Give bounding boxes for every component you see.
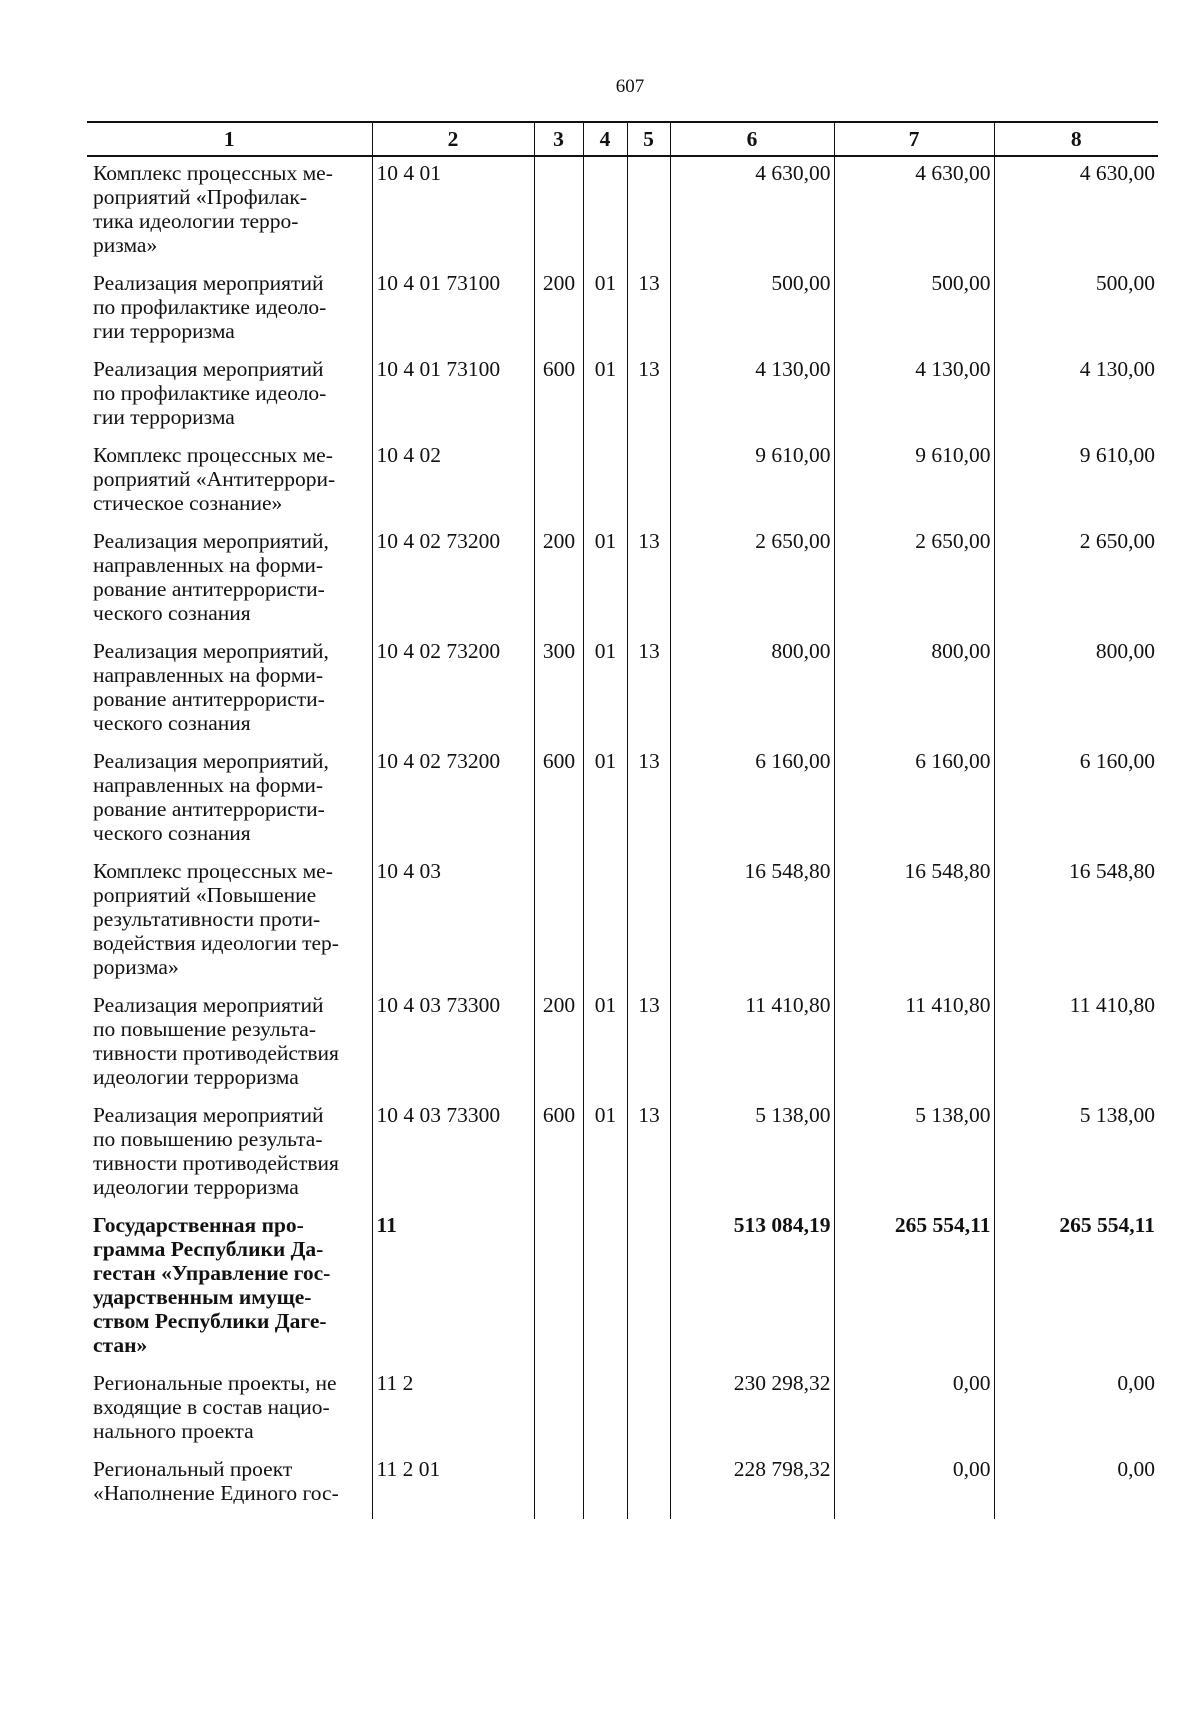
- row-code-cell: 11 2 01: [372, 1453, 534, 1519]
- row-col5-cell: [627, 1209, 670, 1367]
- row-col6-value: 500,00: [670, 267, 834, 353]
- row-code-cell: 10 4 03 73300: [372, 989, 534, 1099]
- row-col3-cell: [534, 156, 583, 267]
- row-col8-value: 4 630,00: [994, 156, 1158, 267]
- row-name-cell: Комплекс процессных ме- роприятий «Антитеррори- стическое сознание»: [93, 443, 336, 515]
- row-col4-cell: 01: [583, 1099, 627, 1209]
- budget-table: [87, 121, 1158, 1519]
- row-col8-value: 11 410,80: [994, 989, 1158, 1099]
- header-cell: 5: [627, 122, 670, 156]
- table-row: [87, 989, 1158, 1099]
- table-row: [87, 855, 1158, 989]
- row-col7-value: 11 410,80: [834, 989, 994, 1099]
- row-col5-cell: 13: [627, 1099, 670, 1209]
- row-name-cell: Комплекс процессных ме- роприятий «Повышение результативности проти- водействия идеологии тер- роризма»: [93, 859, 339, 979]
- row-name-cell: Региональный проект «Наполнение Единого гос-: [93, 1457, 339, 1505]
- row-col6-value: 2 650,00: [670, 525, 834, 635]
- row-col7-value: 4 630,00: [834, 156, 994, 267]
- table-row: [87, 1367, 1158, 1453]
- row-col7-value: 9 610,00: [834, 439, 994, 525]
- row-name-cell: Реализация мероприятий по профилактике идеоло- гии терроризма: [93, 271, 327, 343]
- row-col6-value: 4 130,00: [670, 353, 834, 439]
- row-col3-cell: [534, 1367, 583, 1453]
- row-col7-value: 500,00: [834, 267, 994, 353]
- header-cell: 8: [994, 122, 1158, 156]
- row-col6-value: 4 630,00: [670, 156, 834, 267]
- row-col8-value: 6 160,00: [994, 745, 1158, 855]
- table-row: [87, 745, 1158, 855]
- row-col3-cell: 600: [534, 353, 583, 439]
- header-cell: 3: [534, 122, 583, 156]
- row-col4-cell: 01: [583, 353, 627, 439]
- row-col6-value: 230 298,32: [670, 1367, 834, 1453]
- row-name-cell: Реализация мероприятий, направленных на форми- рование антитеррористи- ческого сознания: [93, 529, 329, 625]
- row-col4-cell: [583, 1209, 627, 1367]
- row-col7-value: 6 160,00: [834, 745, 994, 855]
- table-row: [87, 1453, 1158, 1519]
- row-code-cell: 11 2: [372, 1367, 534, 1453]
- header-cell: 2: [372, 122, 534, 156]
- row-col7-value: 0,00: [834, 1453, 994, 1519]
- row-col3-cell: [534, 855, 583, 989]
- row-col3-cell: 200: [534, 525, 583, 635]
- row-code-cell: 10 4 02 73200: [372, 635, 534, 745]
- row-col7-value: 5 138,00: [834, 1099, 994, 1209]
- row-col6-value: 16 548,80: [670, 855, 834, 989]
- row-col8-value: 500,00: [994, 267, 1158, 353]
- row-code-cell: 10 4 02: [372, 439, 534, 525]
- row-col7-value: 4 130,00: [834, 353, 994, 439]
- row-code-cell: 10 4 02 73200: [372, 745, 534, 855]
- row-col5-cell: 13: [627, 267, 670, 353]
- row-code-cell: 10 4 01 73100: [372, 353, 534, 439]
- header-cell: 6: [670, 122, 834, 156]
- row-name-cell: Комплекс процессных ме- роприятий «Профилак- тика идеологии терро- ризма»: [93, 161, 333, 257]
- row-col3-cell: 600: [534, 745, 583, 855]
- row-col7-value: 0,00: [834, 1367, 994, 1453]
- page-number: 607: [615, 76, 645, 97]
- row-col8-value: 2 650,00: [994, 525, 1158, 635]
- row-col4-cell: [583, 855, 627, 989]
- row-col5-cell: 13: [627, 635, 670, 745]
- row-col5-cell: [627, 439, 670, 525]
- row-name-cell: Региональные проекты, не входящие в состав нацио- нального проекта: [93, 1371, 337, 1443]
- row-col6-value: 513 084,19: [670, 1209, 834, 1367]
- row-col8-value: 0,00: [994, 1367, 1158, 1453]
- table-row: [87, 439, 1158, 525]
- table-row: [87, 1209, 1158, 1367]
- row-name-cell: Реализация мероприятий, направленных на форми- рование антитеррористи- ческого сознания: [93, 749, 329, 845]
- row-col3-cell: 200: [534, 989, 583, 1099]
- header-cell: 1: [87, 122, 372, 156]
- row-col7-value: 800,00: [834, 635, 994, 745]
- row-name-cell: Реализация мероприятий по повышению результа- тивности противодействия идеологии терроризма: [93, 1103, 339, 1199]
- row-col6-value: 9 610,00: [670, 439, 834, 525]
- table-row: [87, 635, 1158, 745]
- row-col7-value: 265 554,11: [834, 1209, 994, 1367]
- row-name-cell: Реализация мероприятий, направленных на форми- рование антитеррористи- ческого сознания: [93, 639, 329, 735]
- table-body: [87, 156, 1158, 1519]
- row-col8-value: 4 130,00: [994, 353, 1158, 439]
- row-col3-cell: 600: [534, 1099, 583, 1209]
- row-col5-cell: 13: [627, 353, 670, 439]
- row-col8-value: 9 610,00: [994, 439, 1158, 525]
- row-col4-cell: [583, 156, 627, 267]
- row-code-cell: 10 4 02 73200: [372, 525, 534, 635]
- row-name-cell: Реализация мероприятий по профилактике идеоло- гии терроризма: [93, 357, 327, 429]
- row-name-cell: Государственная про- грамма Республики Да- гестан «Управление гос- ударственным имуще- ством Республики Даге- стан»: [93, 1213, 331, 1357]
- row-col3-cell: [534, 439, 583, 525]
- row-col4-cell: 01: [583, 989, 627, 1099]
- row-col5-cell: [627, 855, 670, 989]
- row-col3-cell: [534, 1209, 583, 1367]
- row-col3-cell: [534, 1453, 583, 1519]
- row-col5-cell: [627, 1367, 670, 1453]
- row-col4-cell: 01: [583, 635, 627, 745]
- row-col6-value: 800,00: [670, 635, 834, 745]
- row-col8-value: 5 138,00: [994, 1099, 1158, 1209]
- row-col6-value: 228 798,32: [670, 1453, 834, 1519]
- row-col4-cell: [583, 439, 627, 525]
- row-col4-cell: 01: [583, 745, 627, 855]
- table-row: [87, 525, 1158, 635]
- row-code-cell: 10 4 01: [372, 156, 534, 267]
- header-cell: 4: [583, 122, 627, 156]
- row-col5-cell: 13: [627, 745, 670, 855]
- row-code-cell: 10 4 01 73100: [372, 267, 534, 353]
- row-col6-value: 5 138,00: [670, 1099, 834, 1209]
- row-col4-cell: 01: [583, 267, 627, 353]
- row-col5-cell: [627, 1453, 670, 1519]
- row-col7-value: 2 650,00: [834, 525, 994, 635]
- row-col5-cell: 13: [627, 525, 670, 635]
- row-col3-cell: 200: [534, 267, 583, 353]
- row-col6-value: 6 160,00: [670, 745, 834, 855]
- row-col4-cell: [583, 1453, 627, 1519]
- header-cell: 7: [834, 122, 994, 156]
- row-col6-value: 11 410,80: [670, 989, 834, 1099]
- row-col8-value: 0,00: [994, 1453, 1158, 1519]
- row-col5-cell: 13: [627, 989, 670, 1099]
- header-row: [87, 122, 1158, 156]
- row-name-cell: Реализация мероприятий по повышение результа- тивности противодействия идеологии терроризма: [93, 993, 339, 1089]
- row-col8-value: 800,00: [994, 635, 1158, 745]
- row-col8-value: 265 554,11: [994, 1209, 1158, 1367]
- row-col8-value: 16 548,80: [994, 855, 1158, 989]
- row-code-cell: 11: [372, 1209, 534, 1367]
- row-col4-cell: 01: [583, 525, 627, 635]
- table-row: [87, 1099, 1158, 1209]
- table-row: [87, 156, 1158, 267]
- table-row: [87, 353, 1158, 439]
- row-col7-value: 16 548,80: [834, 855, 994, 989]
- row-col4-cell: [583, 1367, 627, 1453]
- table-row: [87, 267, 1158, 353]
- row-col5-cell: [627, 156, 670, 267]
- row-code-cell: 10 4 03 73300: [372, 1099, 534, 1209]
- row-code-cell: 10 4 03: [372, 855, 534, 989]
- row-col3-cell: 300: [534, 635, 583, 745]
